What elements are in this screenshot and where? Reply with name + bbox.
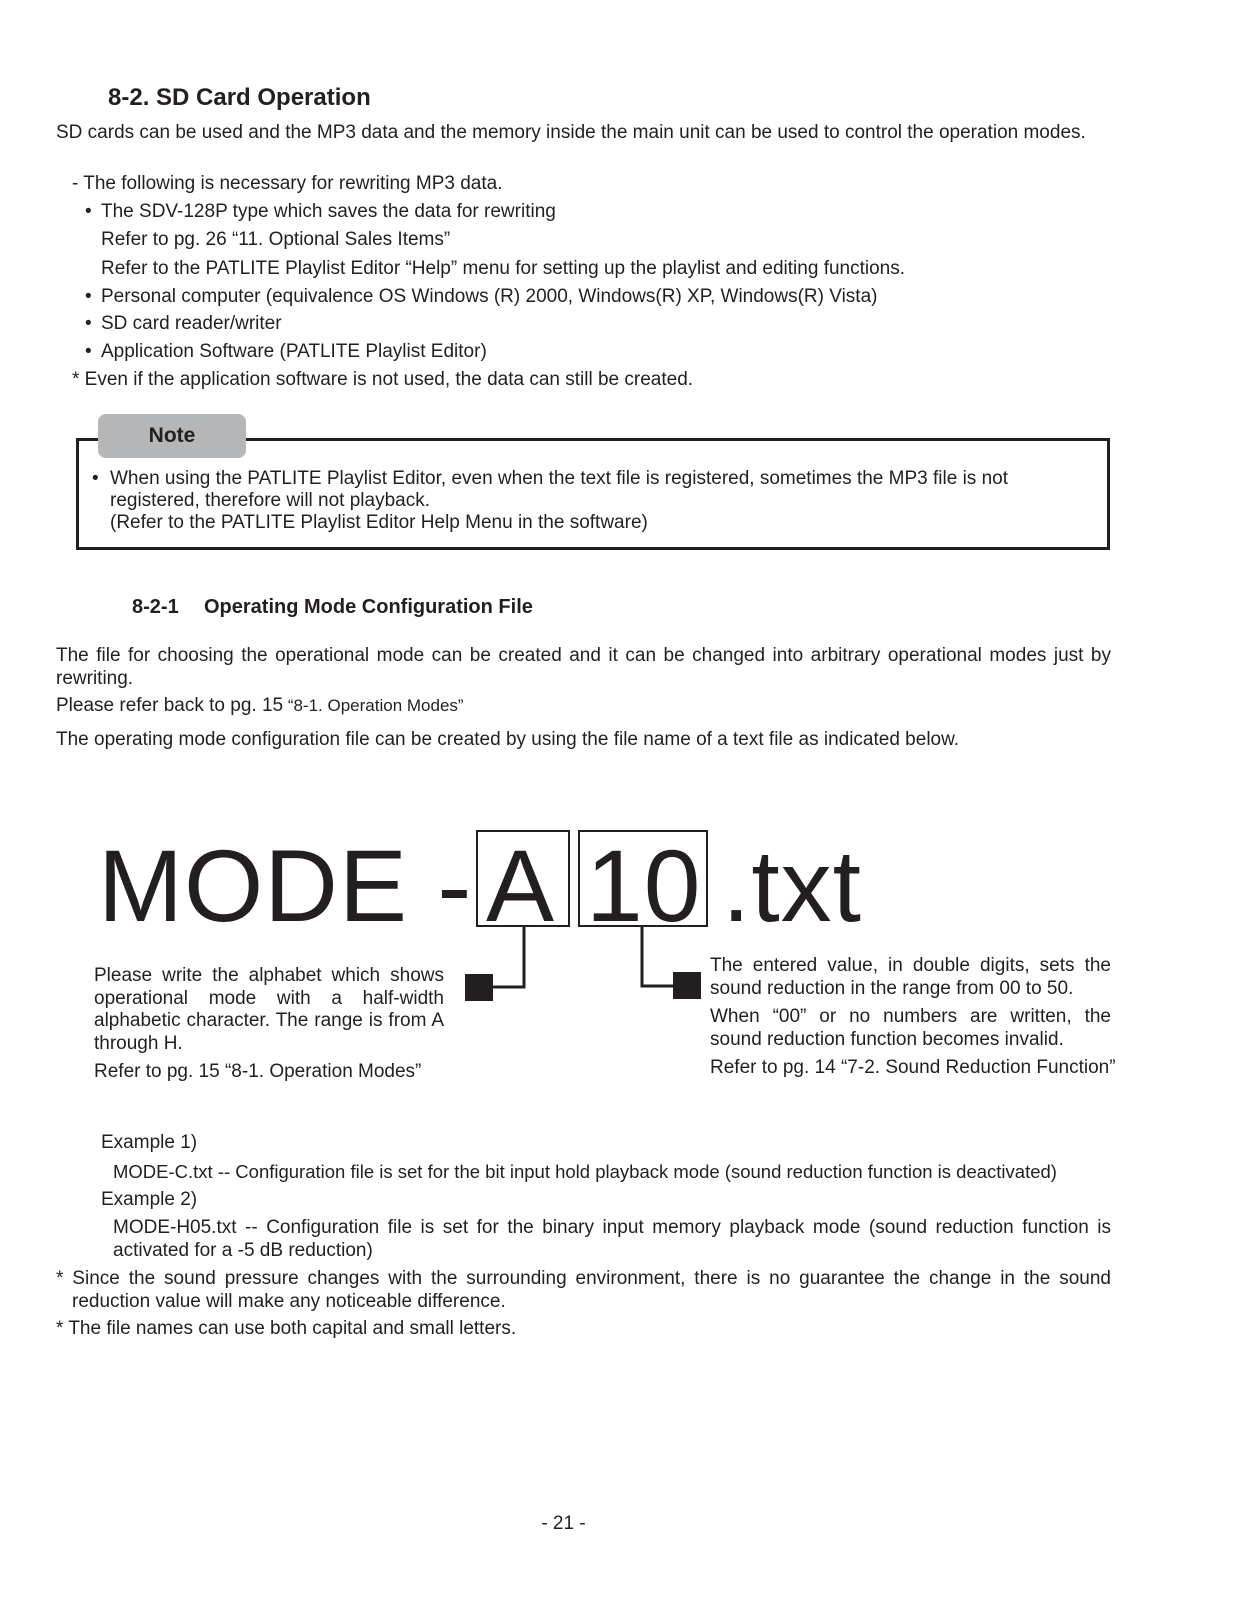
refer-title: “8-1. Operation Modes”	[283, 696, 464, 715]
bullet-application-software: Application Software (PATLITE Playlist Editor)	[101, 341, 487, 362]
callout-connectors	[460, 920, 710, 1010]
ref-playlist-editor-help: Refer to the PATLITE Playlist Editor “Help” menu for setting up the playlist and editing functions.	[101, 258, 906, 279]
section-title: 8-2. SD Card Operation	[108, 84, 371, 111]
subsection-number: 8-2-1	[132, 596, 179, 618]
footnote-sound-pressure: * Since the sound pressure changes with the surrounding environment, there is no guarantee the change in the sound reduction value will make any noticeable difference.	[56, 1268, 1111, 1312]
note-label: Note	[98, 414, 246, 458]
refer-prefix: Please refer back to pg. 15	[56, 695, 284, 716]
note-text	[110, 468, 1070, 534]
right-connector-line	[642, 926, 674, 986]
right-callout-reference: Refer to pg. 14 “7-2. Sound Reduction Function”	[710, 1057, 1116, 1078]
left-connector-line	[492, 926, 524, 987]
left-connector-marker	[465, 974, 493, 1001]
bullet-sd-card-reader: SD card reader/writer	[101, 313, 282, 334]
bullet-personal-computer: Personal computer (equivalence OS Windows (R) 2000, Windows(R) XP, Windows(R) Vista)	[101, 286, 878, 307]
example-label: Example 1)	[101, 1132, 198, 1153]
page-number: - 21 -	[541, 1513, 586, 1534]
bullet-glyph: •	[85, 341, 92, 362]
example-text: MODE-C.txt -- Configuration file is set for the bit input hold playback mode (sound reduction function is deactivated)	[113, 1161, 1057, 1182]
footnote-file-names: * The file names can use both capital and small letters.	[56, 1318, 517, 1339]
bullet-sdv-128p: The SDV-128P type which saves the data for rewriting	[101, 201, 556, 222]
note-bullet: •	[92, 468, 99, 489]
file-name-paragraph: The operating mode configuration file can be created by using the file name of a text file as indicated below.	[56, 729, 960, 750]
right-connector-marker	[673, 972, 701, 999]
asterisk-note: * Even if the application software is not used, the data can still be created.	[72, 369, 694, 390]
filename-extension: .txt	[722, 829, 863, 943]
subsection-title: Operating Mode Configuration File	[204, 596, 533, 618]
filename-letter: A	[486, 829, 556, 943]
left-callout-text: Please write the alphabet which shows operational mode with a half-width alphabetic character. The range is from A through H.	[94, 965, 444, 1054]
operation-modes-reference	[56, 694, 464, 717]
note-line: registered, therefore will not playback.	[110, 490, 430, 511]
example-label: Example 2)	[101, 1189, 198, 1210]
note-line: When using the PATLITE Playlist Editor, even when the text file is registered, sometimes the MP3 file is not	[110, 468, 1008, 489]
requirements-lead: - The following is necessary for rewriting MP3 data.	[72, 173, 503, 194]
left-callout-reference: Refer to pg. 15 “8-1. Operation Modes”	[94, 1061, 422, 1082]
filename-digits: 10	[586, 829, 702, 943]
bullet-glyph: •	[85, 313, 92, 334]
intro-paragraph: SD cards can be used and the MP3 data and the memory inside the main unit can be used to control the operation modes.	[56, 122, 1086, 143]
example-text: MODE-H05.txt -- Configuration file is set for the binary input memory playback mode (sound reduction function is activated for a -5 dB reduction)	[113, 1217, 1111, 1261]
filename-prefix: MODE -	[98, 829, 473, 943]
right-callout-text-2: When “00” or no numbers are written, the sound reduction function becomes invalid.	[710, 1006, 1111, 1050]
bullet-glyph: •	[85, 201, 92, 222]
ref-optional-sales-items: Refer to pg. 26 “11. Optional Sales Items”	[101, 229, 451, 250]
right-callout-text-1: The entered value, in double digits, sets the sound reduction in the range from 00 to 50.	[710, 955, 1111, 999]
subsection-paragraph: The file for choosing the operational mode can be created and it can be changed into arbitrary operational modes just by rewriting.	[56, 645, 1111, 689]
bullet-glyph: •	[85, 286, 92, 307]
note-line: (Refer to the PATLITE Playlist Editor Help Menu in the software)	[110, 512, 648, 533]
